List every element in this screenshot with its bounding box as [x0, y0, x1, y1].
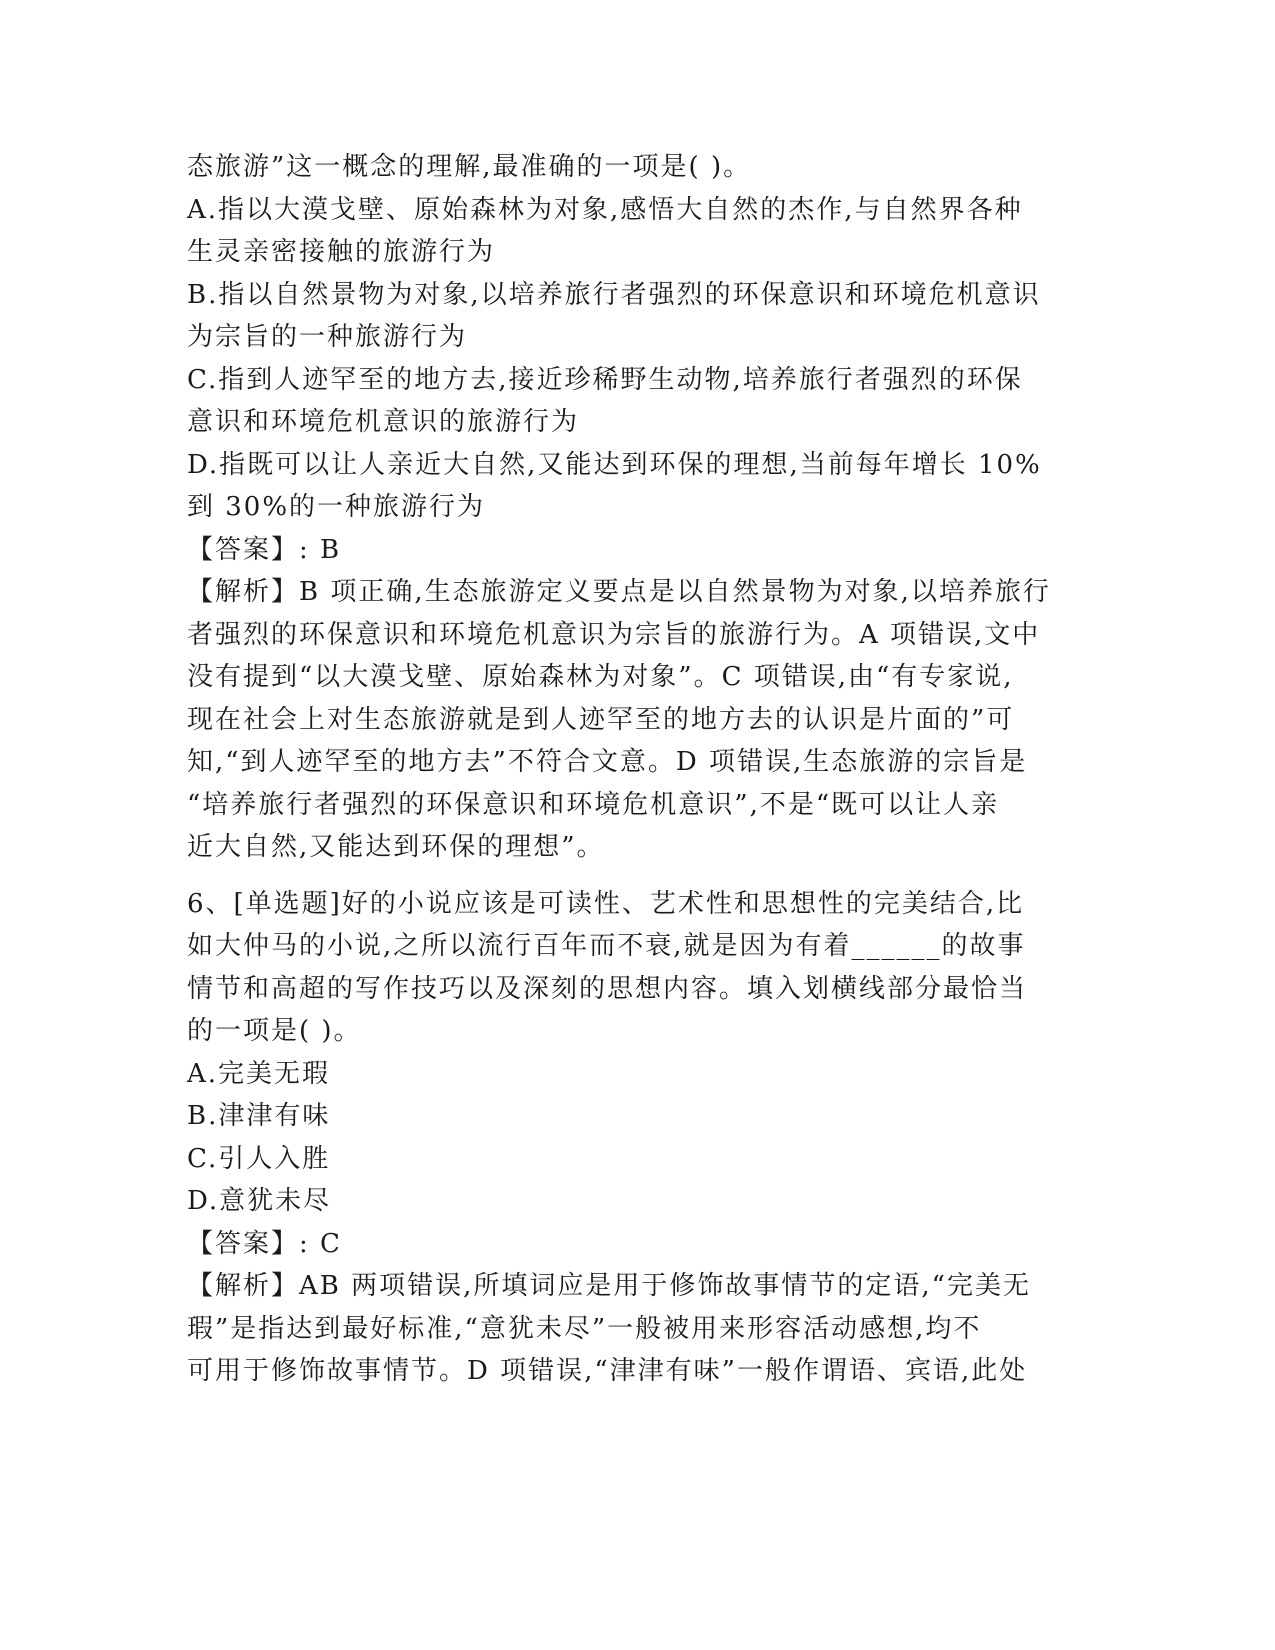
q5-option-a-line-2: 生灵亲密接触的旅游行为 — [187, 237, 496, 267]
q6-analysis-line-3: 可用于修饰故事情节。D 项错误,“津津有味”一般作谓语、宾语,此处 — [187, 1356, 1028, 1386]
q6-stem-line-3: 情节和高超的写作技巧以及深刻的思想内容。填入划横线部分最恰当 — [187, 973, 1028, 1004]
q5-analysis-line-7: 近大自然,又能达到环保的理想”。 — [187, 832, 605, 862]
q5-option-c-line-2: 意识和环境危机意识的旅游行为 — [187, 407, 580, 437]
q5-analysis-line-5: 知,“到人迹罕至的地方去”不符合文意。D 项错误,生态旅游的宗旨是 — [187, 747, 1028, 777]
q5-option-b-line-2: 为宗旨的一种旅游行为 — [187, 322, 468, 352]
q5-analysis-line-6: “培养旅行者强烈的环保意识和环境危机意识”,不是“既可以让人亲 — [187, 789, 1000, 820]
q5-analysis-line-3: 没有提到“以大漠戈壁、原始森林为对象”。C 项错误,由“有专家说, — [187, 662, 1014, 692]
q5-option-b-line-1: B.指以自然景物为对象,以培养旅行者强烈的环保意识和环境危机意识 — [187, 279, 1041, 310]
question-separator — [187, 869, 1087, 883]
q5-option-d-line-1: D.指既可以让人亲近大自然,又能达到环保的理想,当前每年增长 10% — [187, 449, 1042, 480]
q6-option-b: B.津津有味 — [187, 1101, 331, 1131]
q6-stem-line-1: 6、[单选题]好的小说应该是可读性、艺术性和思想性的完美结合,比 — [187, 888, 1025, 919]
q5-analysis-line-1: 【解析】B 项正确,生态旅游定义要点是以自然景物为对象,以培养旅行 — [187, 577, 1051, 607]
q6-analysis-line-1: 【解析】AB 两项错误,所填词应是用于修饰故事情节的定语,“完美无 — [187, 1271, 1031, 1301]
q6-stem-line-2: 如大仲马的小说,之所以流行百年而不衰,就是因为有着______的故事 — [187, 931, 1026, 961]
q5-option-a-line-1: A.指以大漠戈壁、原始森林为对象,感悟大自然的杰作,与自然界各种 — [187, 194, 1023, 225]
q5-stem-tail: 态旅游”这一概念的理解,最准确的一项是( )。 — [187, 152, 752, 182]
q6-option-a: A.完美无瑕 — [187, 1058, 331, 1089]
document-body — [187, 146, 1087, 1393]
q5-option-c-line-1: C.指到人迹罕至的地方去,接近珍稀野生动物,培养旅行者强烈的环保 — [187, 364, 1023, 395]
q5-analysis-line-2: 者强烈的环保意识和环境危机意识为宗旨的旅游行为。A 项错误,文中 — [187, 619, 1041, 650]
q6-analysis-line-2: 瑕”是指达到最好标准,“意犹未尽”一般被用来形容活动感想,均不 — [187, 1313, 982, 1344]
q6-option-c: C.引人入胜 — [187, 1143, 331, 1174]
q5-option-d-line-2: 到 30%的一种旅游行为 — [187, 492, 486, 522]
q5-answer: 【答案】: B — [187, 534, 342, 565]
q6-stem-line-4: 的一项是( )。 — [187, 1016, 362, 1046]
q6-option-d: D.意犹未尽 — [187, 1186, 332, 1216]
q5-analysis-line-4: 现在社会上对生态旅游就是到人迹罕至的地方去的认识是片面的”可 — [187, 704, 1015, 735]
q6-answer: 【答案】: C — [187, 1228, 342, 1259]
